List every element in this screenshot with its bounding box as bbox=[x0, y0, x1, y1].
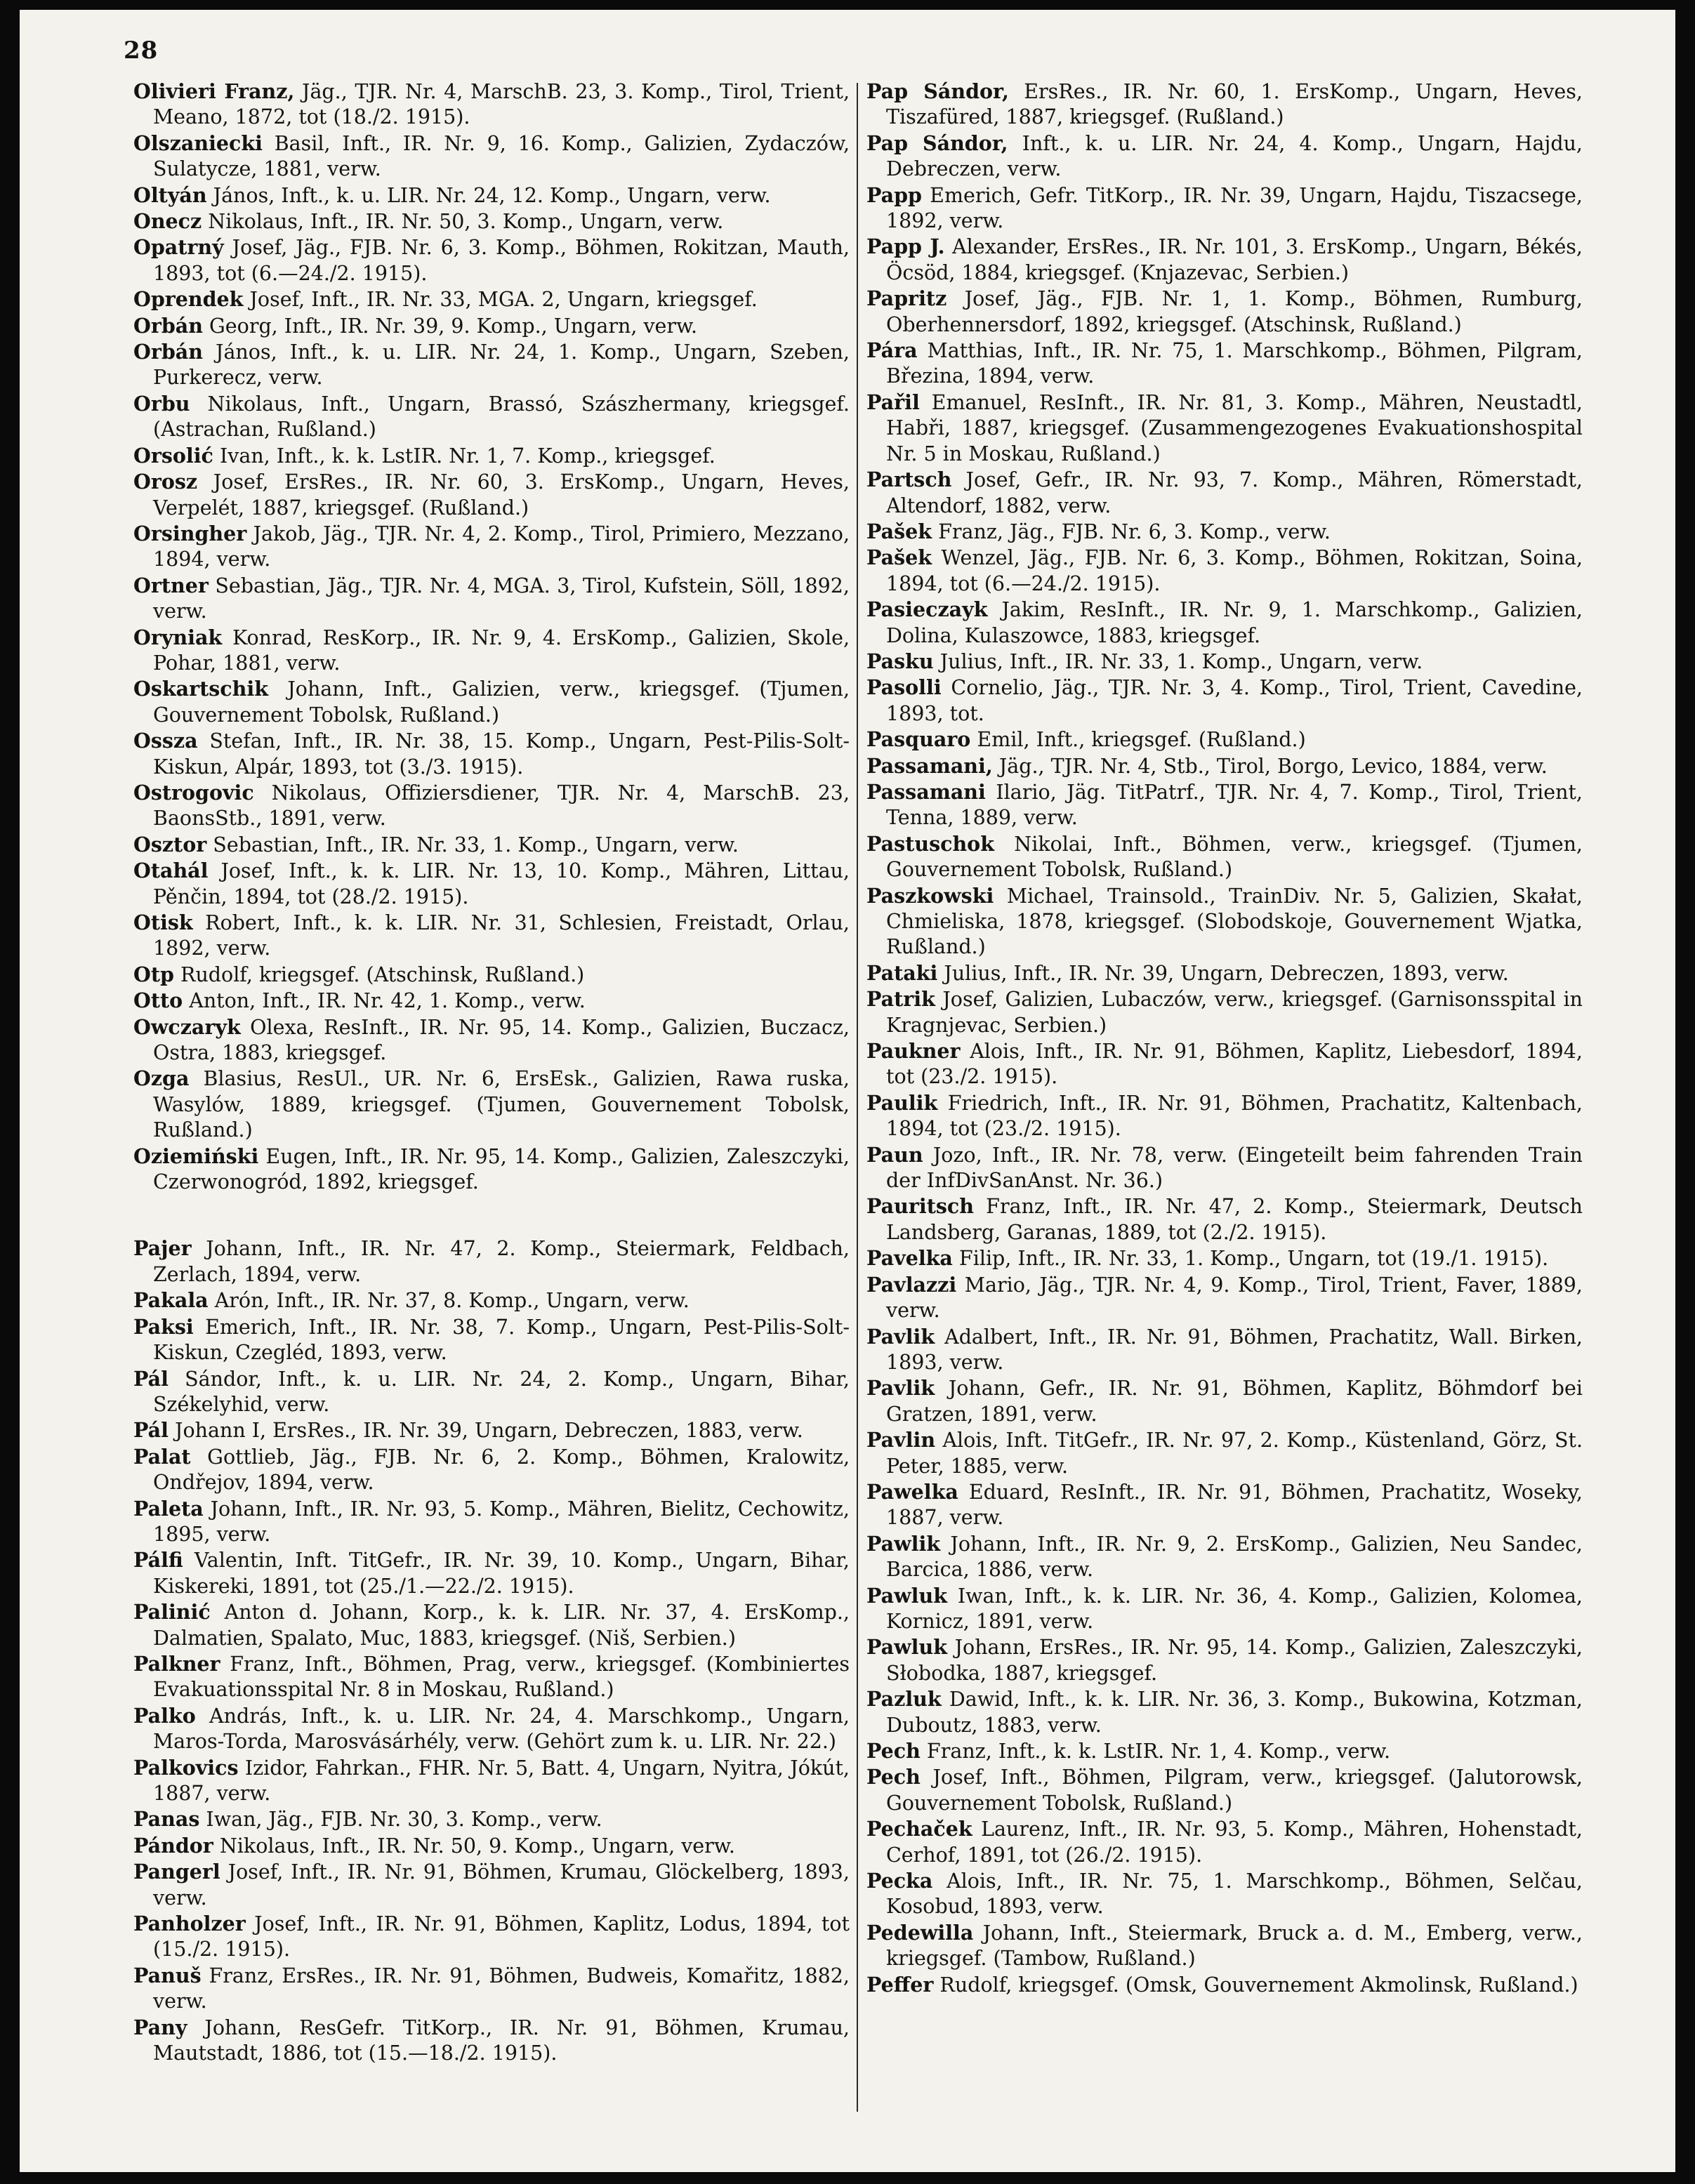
entry-surname: Panas bbox=[133, 1807, 200, 1832]
casualty-entry bbox=[866, 727, 1583, 753]
entry-details: Sándor, Inft., k. u. LIR. Nr. 24, 2. Komp., Ungarn, Bihar, Székelyhid, verw. bbox=[153, 1367, 850, 1416]
casualty-entry bbox=[133, 183, 850, 209]
entry-details: Anton, Inft., IR. Nr. 42, 1. Komp., verw. bbox=[183, 989, 586, 1013]
entry-surname: Otahál bbox=[133, 859, 209, 883]
entry-details: Inft., k. u. LIR. Nr. 24, 4. Komp., Ungarn, Hajdu, Debreczen, verw. bbox=[886, 131, 1583, 181]
entry-surname: Orbán bbox=[133, 340, 203, 364]
entry-details: Emerich, Inft., IR. Nr. 38, 7. Komp., Ungarn, Pest-Pilis-Solt-Kiskun, Czegléd, 1893, verw. bbox=[153, 1315, 850, 1365]
entry-details: Laurenz, Inft., IR. Nr. 93, 5. Komp., Mähren, Hohenstadt, Cerhof, 1891, tot (26./2. 1915). bbox=[886, 1818, 1583, 1867]
entry-details: Franz, Inft., IR. Nr. 47, 2. Komp., Steiermark, Deutsch Landsberg, Garanas, 1889, tot (2./2. 1915). bbox=[886, 1195, 1583, 1244]
casualty-entry bbox=[866, 753, 1583, 779]
casualty-entry bbox=[133, 1651, 850, 1703]
entry-surname: Pawluk bbox=[866, 1635, 947, 1660]
casualty-entry bbox=[866, 1272, 1583, 1324]
entry-details: Josef, Inft., IR. Nr. 91, Böhmen, Kaplitz, Lodus, 1894, tot (15./2. 1915). bbox=[153, 1912, 850, 1961]
casualty-entry bbox=[133, 521, 850, 573]
entry-surname: Orsingher bbox=[133, 521, 247, 545]
casualty-entry bbox=[133, 780, 850, 832]
casualty-entry bbox=[866, 1531, 1583, 1583]
entry-details: Josef, Jäg., FJB. Nr. 6, 3. Komp., Böhmen, Rokitzan, Mauth, 1893, tot (6.—24./2. 1915). bbox=[153, 236, 850, 285]
entry-surname: Onecz bbox=[133, 209, 202, 234]
casualty-entry bbox=[133, 443, 850, 469]
entry-surname: Pawluk bbox=[866, 1583, 947, 1608]
casualty-entry bbox=[133, 1859, 850, 1911]
entry-details: Iwan, Inft., k. k. LIR. Nr. 36, 4. Komp., Galizien, Kolomea, Kornicz, 1891, verw. bbox=[886, 1584, 1583, 1633]
entry-surname: Pál bbox=[133, 1418, 169, 1443]
entry-surname: Ozga bbox=[133, 1066, 190, 1091]
casualty-entry bbox=[866, 79, 1583, 131]
entry-details: Jäg., TJR. Nr. 4, Stb., Tirol, Borgo, Levico, 1884, verw. bbox=[992, 754, 1548, 778]
casualty-entry bbox=[866, 131, 1583, 183]
entry-details: Alois, Inft., IR. Nr. 91, Böhmen, Kaplitz, Liebesdorf, 1894, tot (23./2. 1915). bbox=[886, 1040, 1583, 1089]
casualty-entry bbox=[133, 1911, 850, 1963]
casualty-entry bbox=[866, 1193, 1583, 1245]
casualty-entry bbox=[133, 1755, 850, 1807]
entry-details: Jäg., TJR. Nr. 4, MarschB. 23, 3. Komp., Tirol, Trient, Meano, 1872, tot (18./2. 1915). bbox=[153, 80, 850, 129]
entry-surname: Oltyán bbox=[133, 183, 207, 207]
entry-surname: Oprendek bbox=[133, 287, 244, 312]
entry-details: Dawid, Inft., k. k. LIR. Nr. 36, 3. Komp., Bukowina, Kotzman, Duboutz, 1883, verw. bbox=[886, 1688, 1583, 1737]
entry-surname: Ossza bbox=[133, 729, 198, 753]
casualty-entry bbox=[133, 625, 850, 677]
entry-surname: Pany bbox=[133, 2015, 187, 2039]
casualty-entry bbox=[866, 597, 1583, 649]
entry-details: Friedrich, Inft., IR. Nr. 91, Böhmen, Prachatitz, Kaltenbach, 1894, tot (23./2. 1915). bbox=[886, 1091, 1583, 1141]
casualty-entry bbox=[133, 1806, 850, 1832]
entry-details: Alexander, ErsRes., IR. Nr. 101, 3. ErsKomp., Ungarn, Békés, Öcsöd, 1884, kriegsgef. (Knjazevac, Serbien.) bbox=[886, 235, 1583, 284]
entry-details: Ivan, Inft., k. k. LstIR. Nr. 1, 7. Komp., kriegsgef. bbox=[213, 444, 715, 468]
casualty-entry bbox=[133, 1417, 850, 1443]
entry-surname: Olszaniecki bbox=[133, 131, 263, 155]
entry-surname: Ostrogovic bbox=[133, 780, 254, 805]
casualty-entry bbox=[133, 962, 850, 988]
entry-surname: Pastuschok bbox=[866, 831, 994, 856]
entry-details: Filip, Inft., IR. Nr. 33, 1. Komp., Ungarn, tot (19./1. 1915). bbox=[952, 1247, 1549, 1271]
entry-surname: Pech bbox=[866, 1765, 921, 1789]
casualty-entry bbox=[866, 234, 1583, 286]
entry-surname: Oryniak bbox=[133, 625, 223, 649]
casualty-entry bbox=[866, 779, 1583, 831]
casualty-entry bbox=[866, 467, 1583, 519]
entry-surname: Paukner bbox=[866, 1039, 961, 1064]
entry-surname: Patrik bbox=[866, 987, 935, 1012]
entry-details: ErsRes., IR. Nr. 60, 1. ErsKomp., Ungarn, Heves, Tiszafüred, 1887, kriegsgef. (Rußland.) bbox=[886, 80, 1583, 129]
entry-details: Robert, Inft., k. k. LIR. Nr. 31, Schlesien, Freistadt, Orlau, 1892, verw. bbox=[153, 911, 850, 960]
entry-details: Josef, Inft., IR. Nr. 91, Böhmen, Krumau, Glöckelberg, 1893, verw. bbox=[153, 1860, 850, 1910]
entry-details: András, Inft., k. u. LIR. Nr. 24, 4. Marschkomp., Ungarn, Maros-Torda, Marosvásárhély, verw. (Gehört zum k. u. LIR. Nr. 22.) bbox=[153, 1704, 850, 1754]
entry-details: Mario, Jäg., TJR. Nr. 4, 9. Komp., Tirol, Trient, Faver, 1889, verw. bbox=[886, 1273, 1583, 1323]
entry-surname: Paleta bbox=[133, 1496, 204, 1521]
entry-details: Julius, Inft., IR. Nr. 33, 1. Komp., Ungarn, verw. bbox=[933, 649, 1423, 673]
entry-details: Arón, Inft., IR. Nr. 37, 8. Komp., Ungarn, verw. bbox=[208, 1289, 690, 1313]
entry-details: Alois, Inft. TitGefr., IR. Nr. 97, 2. Komp., Küstenland, Görz, St. Peter, 1885, verw. bbox=[886, 1429, 1583, 1478]
entry-surname: Panuš bbox=[133, 1963, 202, 1987]
casualty-entry bbox=[133, 1366, 850, 1418]
entry-details: Franz, Inft., Böhmen, Prag, verw., kriegsgef. (Kombiniertes Evakuationsspital Nr. 8 in Moskau, Rußland.) bbox=[153, 1652, 850, 1702]
casualty-entry bbox=[866, 883, 1583, 960]
entry-details: Julius, Inft., IR. Nr. 39, Ungarn, Debreczen, 1893, verw. bbox=[937, 961, 1509, 985]
entry-details: Franz, ErsRes., IR. Nr. 91, Böhmen, Budweis, Komařitz, 1882, verw. bbox=[153, 1964, 850, 2013]
entry-details: Eduard, ResInft., IR. Nr. 91, Böhmen, Prachatitz, Woseky, 1887, verw. bbox=[886, 1480, 1583, 1530]
entry-details: Michael, Trainsold., TrainDiv. Nr. 5, Galizien, Skałat, Chmieliska, 1878, kriegsgef. (Slobodskoje, Gouvernement Wjatka, Rußland.) bbox=[886, 884, 1583, 959]
column-divider bbox=[857, 83, 858, 2112]
entry-surname: Pavlazzi bbox=[866, 1272, 957, 1297]
entry-surname: Pataki bbox=[866, 960, 938, 985]
entry-surname: Ortner bbox=[133, 573, 209, 597]
entry-surname: Pavlin bbox=[866, 1428, 936, 1452]
casualty-entry bbox=[866, 1972, 1583, 1998]
casualty-entry bbox=[133, 1833, 850, 1859]
entry-surname: Pasieczayk bbox=[866, 597, 988, 622]
entry-details: Johann, Inft., Galizien, verw., kriegsgef. (Tjumen, Gouvernement Tobolsk, Rußland.) bbox=[153, 677, 850, 727]
entry-details: Josef, ErsRes., IR. Nr. 60, 3. ErsKomp., Ungarn, Heves, Verpelét, 1887, kriegsgef. (Rußland.) bbox=[153, 470, 850, 519]
casualty-entry bbox=[133, 131, 850, 183]
entry-details: Izidor, Fahrkan., FHR. Nr. 5, Batt. 4, Ungarn, Nyitra, Jókút, 1887, verw. bbox=[153, 1756, 850, 1805]
entry-details: Cornelio, Jäg., TJR. Nr. 3, 4. Komp., Tirol, Trient, Cavedine, 1893, tot. bbox=[886, 676, 1583, 725]
entry-details: Sebastian, Jäg., TJR. Nr. 4, MGA. 3, Tirol, Kufstein, Söll, 1892, verw. bbox=[153, 574, 850, 623]
entry-details: Johann, Inft., IR. Nr. 93, 5. Komp., Mähren, Bielitz, Cechowitz, 1895, verw. bbox=[153, 1497, 850, 1546]
casualty-entry bbox=[133, 1444, 850, 1496]
entry-surname: Pára bbox=[866, 338, 918, 363]
casualty-entry bbox=[133, 1314, 850, 1366]
entry-surname: Orosz bbox=[133, 470, 198, 494]
entry-details: Johann, Inft., Steiermark, Bruck a. d. M., Emberg, verw., kriegsgef. (Tambow, Rußland.) bbox=[886, 1921, 1583, 1971]
casualty-entry bbox=[133, 2015, 850, 2067]
entry-surname: Paun bbox=[866, 1142, 923, 1167]
entry-details: Eugen, Inft., IR. Nr. 95, 14. Komp., Galizien, Zaleszczyki, Czerwonogród, 1892, kriegsgef. bbox=[153, 1144, 850, 1194]
entry-surname: Panholzer bbox=[133, 1912, 246, 1936]
casualty-entry bbox=[866, 831, 1583, 883]
entry-surname: Papp J. bbox=[866, 234, 945, 259]
casualty-entry bbox=[866, 986, 1583, 1038]
casualty-entry bbox=[866, 1764, 1583, 1816]
entry-details: Nikolai, Inft., Böhmen, verw., kriegsgef. (Tjumen, Gouvernement Tobolsk, Rußland.) bbox=[886, 832, 1583, 882]
casualty-entry bbox=[133, 209, 850, 234]
entry-details: Nikolaus, Inft., Ungarn, Brassó, Szászhermany, kriegsgef. (Astrachan, Rußland.) bbox=[153, 392, 850, 442]
entry-surname: Pašek bbox=[866, 519, 932, 543]
entry-surname: Pašek bbox=[866, 545, 932, 570]
entry-details: Iwan, Jäg., FJB. Nr. 30, 3. Komp., verw. bbox=[199, 1808, 602, 1832]
casualty-entry bbox=[866, 1375, 1583, 1427]
entry-details: Basil, Inft., IR. Nr. 9, 16. Komp., Galizien, Zydaczów, Sulatycze, 1881, verw. bbox=[153, 131, 850, 181]
entry-surname: Owczaryk bbox=[133, 1014, 241, 1039]
casualty-entry bbox=[866, 1245, 1583, 1271]
entry-surname: Pasquaro bbox=[866, 727, 971, 752]
casualty-entry bbox=[866, 1816, 1583, 1868]
entry-details: Rudolf, kriegsgef. (Atschinsk, Rußland.) bbox=[173, 962, 585, 986]
casualty-entry bbox=[866, 1738, 1583, 1764]
entry-details: Adalbert, Inft., IR. Nr. 91, Böhmen, Prachatitz, Wall. Birken, 1893, verw. bbox=[886, 1325, 1583, 1374]
casualty-entry bbox=[866, 1038, 1583, 1090]
entry-details: Johann, Inft., IR. Nr. 47, 2. Komp., Steiermark, Feldbach, Zerlach, 1894, verw. bbox=[153, 1237, 850, 1286]
entry-surname: Pasolli bbox=[866, 675, 942, 700]
entry-details: Konrad, ResKorp., IR. Nr. 9, 4. ErsKomp., Galizien, Skole, Pohar, 1881, verw. bbox=[153, 626, 850, 675]
entry-surname: Otisk bbox=[133, 911, 193, 934]
entry-details: János, Inft., k. u. LIR. Nr. 24, 1. Komp., Ungarn, Szeben, Purkerecz, verw. bbox=[153, 340, 850, 390]
entry-surname: Orsolić bbox=[133, 443, 213, 468]
right-column bbox=[866, 79, 1583, 1998]
entry-surname: Osztor bbox=[133, 832, 207, 856]
entry-details: Rudolf, kriegsgef. (Omsk, Gouvernement Akmolinsk, Rußland.) bbox=[933, 1973, 1578, 1997]
entry-details: Emil, Inft., kriegsgef. (Rußland.) bbox=[970, 728, 1306, 752]
casualty-entry bbox=[866, 1324, 1583, 1376]
entry-details: Johann, Inft., IR. Nr. 9, 2. ErsKomp., Galizien, Neu Sandec, Barcica, 1886, verw. bbox=[886, 1532, 1583, 1582]
casualty-entry bbox=[133, 988, 850, 1014]
casualty-entry bbox=[866, 1920, 1583, 1972]
casualty-entry bbox=[133, 1236, 850, 1288]
entry-surname: Pawlik bbox=[866, 1531, 941, 1556]
casualty-entry bbox=[866, 1142, 1583, 1194]
entry-surname: Palko bbox=[133, 1703, 196, 1728]
entry-details: Josef, Jäg., FJB. Nr. 1, 1. Komp., Böhmen, Rumburg, Oberhennersdorf, 1892, kriegsgef. (Atschinsk, Rußland.) bbox=[886, 287, 1583, 336]
casualty-entry bbox=[866, 1479, 1583, 1531]
entry-details: Johann, ErsRes., IR. Nr. 95, 14. Komp., Galizien, Zaleszczyki, Słobodka, 1887, kriegsgef. bbox=[886, 1636, 1583, 1685]
entry-surname: Papritz bbox=[866, 286, 947, 311]
entry-surname: Palkovics bbox=[133, 1755, 239, 1780]
entry-details: Nikolaus, Offiziersdiener, TJR. Nr. 4, MarschB. 23, BaonsStb., 1891, verw. bbox=[153, 781, 850, 830]
entry-details: Matthias, Inft., IR. Nr. 75, 1. Marschkomp., Böhmen, Pilgram, Březina, 1894, verw. bbox=[886, 339, 1583, 388]
casualty-entry bbox=[866, 519, 1583, 545]
entry-surname: Papp bbox=[866, 183, 922, 207]
entry-details: Nikolaus, Inft., IR. Nr. 50, 3. Komp., Ungarn, verw. bbox=[202, 210, 724, 234]
entry-surname: Palat bbox=[133, 1444, 191, 1469]
casualty-entry bbox=[133, 1963, 850, 2015]
entry-details: Franz, Inft., k. k. LstIR. Nr. 1, 4. Komp., verw. bbox=[920, 1740, 1391, 1763]
entry-details: Wenzel, Jäg., FJB. Nr. 6, 3. Komp., Böhmen, Rokitzan, Soina, 1894, tot (6.—24./2. 1915). bbox=[886, 546, 1583, 595]
entry-details: Emerich, Gefr. TitKorp., IR. Nr. 39, Ungarn, Hajdu, Tiszacsege, 1892, verw. bbox=[886, 183, 1583, 233]
entry-details: Josef, Inft., IR. Nr. 33, MGA. 2, Ungarn, kriegsgef. bbox=[243, 288, 758, 312]
casualty-entry bbox=[133, 1014, 850, 1066]
casualty-entry bbox=[133, 1144, 850, 1196]
entry-details: János, Inft., k. u. LIR. Nr. 24, 12. Komp., Ungarn, verw. bbox=[206, 183, 771, 207]
entry-surname: Oskartschik bbox=[133, 677, 268, 701]
entry-surname: Pechaček bbox=[866, 1817, 972, 1841]
casualty-entry bbox=[866, 183, 1583, 234]
casualty-entry bbox=[133, 286, 850, 312]
entry-surname: Pecka bbox=[866, 1869, 933, 1893]
entry-surname: Palinić bbox=[133, 1600, 211, 1624]
casualty-entry bbox=[133, 1288, 850, 1313]
entry-details: Nikolaus, Inft., IR. Nr. 50, 9. Komp., Ungarn, verw. bbox=[213, 1834, 735, 1858]
entry-surname: Pech bbox=[866, 1739, 921, 1763]
entry-surname: Pauritsch bbox=[866, 1194, 974, 1219]
entry-details: Blasius, ResUl., UR. Nr. 6, ErsEsk., Galizien, Rawa ruska, Wasylów, 1889, kriegsgef. (Tjumen, Gouvernement Tobolsk, Rußland.) bbox=[153, 1067, 850, 1142]
entry-surname: Pedewilla bbox=[866, 1920, 974, 1945]
casualty-entry bbox=[133, 1547, 850, 1599]
entry-surname: Oziemiński bbox=[133, 1144, 259, 1168]
entry-details: Josef, Gefr., IR. Nr. 93, 7. Komp., Mähren, Römerstadt, Altendorf, 1882, verw. bbox=[886, 468, 1583, 517]
casualty-entry bbox=[866, 545, 1583, 597]
casualty-entry bbox=[133, 676, 850, 728]
casualty-entry bbox=[866, 675, 1583, 727]
entry-surname: Pálfi bbox=[133, 1548, 183, 1573]
entry-surname: Otto bbox=[133, 988, 183, 1013]
entry-surname: Pándor bbox=[133, 1833, 213, 1858]
entry-surname: Opatrný bbox=[133, 235, 224, 260]
entry-surname: Passamani, bbox=[866, 753, 993, 778]
entry-surname: Olivieri Franz, bbox=[133, 79, 295, 103]
entry-surname: Orbán bbox=[133, 313, 203, 338]
casualty-entry bbox=[866, 390, 1583, 467]
casualty-entry bbox=[866, 338, 1583, 390]
entry-details: Franz, Jäg., FJB. Nr. 6, 3. Komp., verw. bbox=[932, 519, 1331, 543]
left-column bbox=[133, 79, 850, 2066]
entry-details: Valentin, Inft. TitGefr., IR. Nr. 39, 10. Komp., Ungarn, Bihar, Kiskereki, 1891, tot (25./1.—22./2. 1915). bbox=[153, 1549, 850, 1598]
casualty-entry bbox=[133, 79, 850, 131]
entry-surname: Pakala bbox=[133, 1288, 209, 1313]
casualty-entry bbox=[866, 1090, 1583, 1142]
entry-details: Sebastian, Inft., IR. Nr. 33, 1. Komp., Ungarn, verw. bbox=[206, 833, 739, 856]
casualty-entry bbox=[133, 469, 850, 521]
casualty-entry bbox=[866, 1868, 1583, 1920]
entry-surname: Orbu bbox=[133, 391, 190, 416]
casualty-entry bbox=[866, 649, 1583, 675]
entry-surname: Passamani bbox=[866, 779, 986, 804]
scanned-page bbox=[20, 10, 1675, 2172]
entry-surname: Paksi bbox=[133, 1314, 194, 1339]
entry-surname: Paulik bbox=[866, 1090, 938, 1115]
casualty-entry bbox=[133, 832, 850, 858]
casualty-entry bbox=[866, 960, 1583, 986]
entry-surname: Pavelka bbox=[866, 1246, 953, 1271]
entry-surname: Pap Sándor, bbox=[866, 79, 1009, 103]
entry-details: Johann I, ErsRes., IR. Nr. 39, Ungarn, Debreczen, 1883, verw. bbox=[168, 1419, 803, 1443]
casualty-entry bbox=[866, 1634, 1583, 1686]
entry-surname: Pál bbox=[133, 1366, 169, 1391]
entry-surname: Pazluk bbox=[866, 1687, 942, 1712]
casualty-entry bbox=[866, 1427, 1583, 1479]
section-gap bbox=[133, 1195, 850, 1236]
entry-details: Josef, Galizien, Lubaczów, verw., kriegsgef. (Garnisonsspital in Kragnjevac, Serbien.) bbox=[886, 988, 1583, 1037]
entry-details: Johann, ResGefr. TitKorp., IR. Nr. 91, Böhmen, Krumau, Mautstadt, 1886, tot (15.—18./2. 1915). bbox=[153, 2016, 850, 2065]
casualty-entry bbox=[133, 573, 850, 625]
entry-details: Jakim, ResInft., IR. Nr. 9, 1. Marschkomp., Galizien, Dolina, Kulaszowce, 1883, kriegsgef. bbox=[886, 598, 1583, 647]
entry-surname: Pavlik bbox=[866, 1376, 935, 1401]
entry-surname: Pařil bbox=[866, 390, 920, 414]
entry-details: Jozo, Inft., IR. Nr. 78, verw. (Eingeteilt beim fahrenden Train der InfDivSanAnst. Nr. 36.) bbox=[886, 1143, 1583, 1193]
entry-details: Anton d. Johann, Korp., k. k. LIR. Nr. 37, 4. ErsKomp., Dalmatien, Spalato, Muc, 1883, kriegsgef. (Niš, Serbien.) bbox=[153, 1601, 850, 1650]
entry-surname: Otp bbox=[133, 962, 174, 986]
entry-surname: Pavlik bbox=[866, 1324, 935, 1349]
casualty-entry bbox=[133, 858, 850, 910]
entry-surname: Partsch bbox=[866, 468, 952, 492]
entry-details: Josef, Inft., k. k. LIR. Nr. 13, 10. Komp., Mähren, Littau, Pěnčin, 1894, tot (28./2. 1915). bbox=[153, 859, 850, 908]
casualty-entry bbox=[133, 1496, 850, 1548]
entry-details: Gottlieb, Jäg., FJB. Nr. 6, 2. Komp., Böhmen, Kralowitz, Ondřejov, 1894, verw. bbox=[153, 1445, 850, 1495]
casualty-entry bbox=[133, 391, 850, 443]
casualty-entry bbox=[133, 234, 850, 286]
casualty-entry bbox=[133, 1066, 850, 1143]
casualty-entry bbox=[133, 1703, 850, 1755]
casualty-entry bbox=[133, 313, 850, 339]
casualty-entry bbox=[866, 286, 1583, 338]
entry-details: Ilario, Jäg. TitPatrf., TJR. Nr. 4, 7. Komp., Tirol, Trient, Tenna, 1889, verw. bbox=[886, 780, 1583, 830]
entry-details: Georg, Inft., IR. Nr. 39, 9. Komp., Ungarn, verw. bbox=[202, 314, 698, 338]
casualty-entry bbox=[133, 1599, 850, 1651]
entry-details: Stefan, Inft., IR. Nr. 38, 15. Komp., Ungarn, Pest-Pilis-Solt-Kiskun, Alpár, 1893, tot (3./3. 1915). bbox=[153, 729, 850, 779]
entry-surname: Pap Sándor, bbox=[866, 131, 1008, 155]
entry-surname: Paszkowski bbox=[866, 883, 994, 908]
entry-details: Emanuel, ResInft., IR. Nr. 81, 3. Komp., Mähren, Neustadtl, Habři, 1887, kriegsgef. (Zusammengezogenes Evakuationshospital Nr. 5 in Moskau, Rußland.) bbox=[886, 390, 1583, 465]
entry-details: Jakob, Jäg., TJR. Nr. 4, 2. Komp., Tirol, Primiero, Mezzano, 1894, verw. bbox=[153, 522, 850, 571]
entry-details: Alois, Inft., IR. Nr. 75, 1. Marschkomp., Böhmen, Selčau, Kosobud, 1893, verw. bbox=[886, 1869, 1583, 1919]
entry-surname: Peffer bbox=[866, 1972, 934, 1997]
page-number: 28 bbox=[124, 37, 159, 65]
casualty-entry bbox=[133, 339, 850, 391]
entry-details: Johann, Gefr., IR. Nr. 91, Böhmen, Kaplitz, Böhmdorf bei Gratzen, 1891, verw. bbox=[886, 1377, 1583, 1426]
casualty-entry bbox=[133, 910, 850, 962]
entry-details: Josef, Inft., Böhmen, Pilgram, verw., kriegsgef. (Jalutorowsk, Gouvernement Tobolsk, Rußland.) bbox=[886, 1766, 1583, 1815]
casualty-entry bbox=[133, 728, 850, 780]
casualty-entry bbox=[866, 1686, 1583, 1738]
entry-surname: Pawelka bbox=[866, 1479, 958, 1504]
entry-details: Olexa, ResInft., IR. Nr. 95, 14. Komp., Galizien, Buczacz, Ostra, 1883, kriegsgef. bbox=[153, 1015, 850, 1065]
entry-surname: Pasku bbox=[866, 649, 934, 673]
entry-surname: Palkner bbox=[133, 1651, 220, 1676]
entry-surname: Pangerl bbox=[133, 1860, 220, 1884]
casualty-entry bbox=[866, 1583, 1583, 1635]
entry-surname: Pajer bbox=[133, 1236, 192, 1261]
